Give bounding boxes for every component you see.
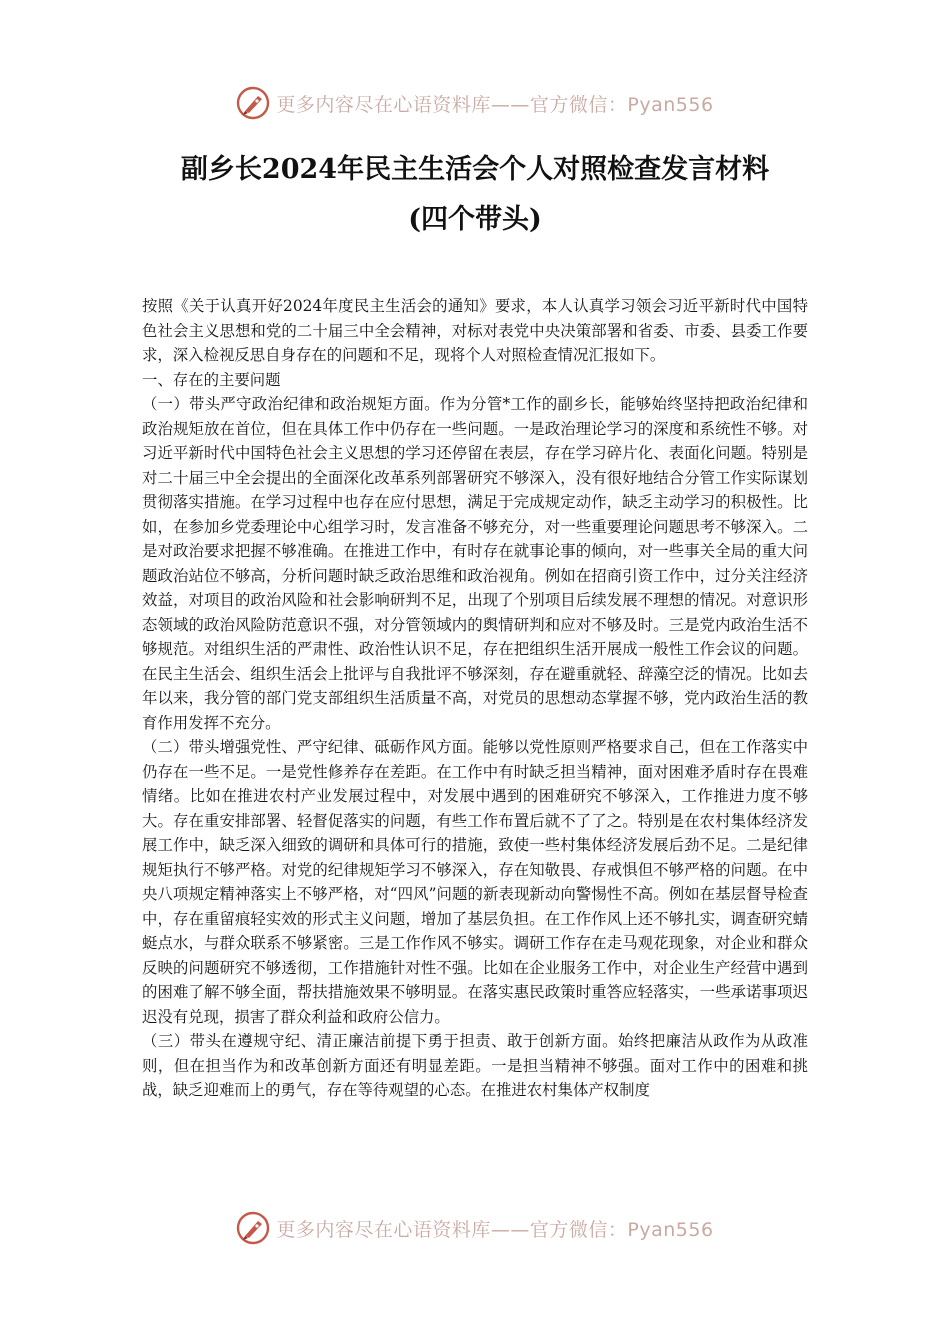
document-body — [142, 294, 808, 1103]
pen-nib-logo-icon — [236, 1211, 270, 1245]
paragraph-section-1: （一）带头严守政治纪律和政治规矩方面。作为分管*工作的副乡长，能够始终坚持把政治纪律和政治规矩放在首位，但在具体工作中仍存在一些问题。一是政治理论学习的深度和系统性不够。对习近平新时代中国特色社会主义思想的学习还停留在表层，存在学习碎片化、表面化问题。特别是对二十届三中全会提出的全面深化改革系列部署研究不够深入，没有很好地结合分管工作实际谋划贯彻落实措施。在学习过程中也存在应付思想，满足于完成规定动作，缺乏主动学习的积极性。比如，在参加乡党委理论中心组学习时，发言准备不够充分，对一些重要理论问题思考不够深入。二是对政治要求把握不够准确。在推进工作中，有时存在就事论事的倾向，对一些事关全局的重大问题政治站位不够高，分析问题时缺乏政治思维和政治视角。例如在招商引资工作中，过分关注经济效益，对项目的政治风险和社会影响研判不足，出现了个别项目后续发展不理想的情况。对意识形态领域的政治风险防范意识不强，对分管领域内的舆情研判和应对不够及时。三是党内政治生活不够规范。对组织生活的严肃性、政治性认识不足，存在把组织生活开展成一般性工作会议的问题。在民主生活会、组织生活会上批评与自我批评不够深刻，存在避重就轻、辞藻空泛的情况。比如去年以来，我分管的部门党支部组织生活质量不高，对党员的思想动态掌握不够，党内政治生活的教育作用发挥不充分。 — [142, 395, 808, 732]
watermark-bottom — [0, 1208, 950, 1248]
paragraph-section-3: （三）带头在遵规守纪、清正廉洁前提下勇于担责、敢于创新方面。始终把廉洁从政作为从政准则，但在担当作为和改革创新方面还有明显差距。一是担当精神不够强。面对工作中的困难和挑战，缺乏迎难而上的勇气，存在等待观望的心态。在推进农村集体产权制度 — [142, 1032, 808, 1099]
watermark-text: 更多内容尽在心语资料库——官方微信：Pyan556 — [276, 1218, 714, 1241]
section-heading-main-problems: 一、存在的主要问题 — [142, 370, 281, 389]
document-title-line1: 副乡长2024年民主生活会个人对照检查发言材料 — [180, 154, 770, 185]
watermark-text: 更多内容尽在心语资料库——官方微信：Pyan556 — [276, 93, 714, 116]
pen-nib-logo-icon — [236, 86, 270, 120]
watermark-top — [0, 83, 950, 123]
paragraph-intro: 按照《关于认真开好2024年度民主生活会的通知》要求，本人认真学习领会习近平新时代中国特色社会主义思想和党的二十届三中全会精神，对标对表党中央决策部署和省委、市委、县委工作要求，深入检视反思自身存在的问题和不足，现将个人对照检查情况汇报如下。 — [142, 297, 808, 364]
paragraph-section-2: （二）带头增强党性、严守纪律、砥砺作风方面。能够以党性原则严格要求自己，但在工作落实中仍存在一些不足。一是党性修养存在差距。在工作中有时缺乏担当精神，面对困难矛盾时存在畏难情绪。比如在推进农村产业发展过程中，对发展中遇到的困难研究不够深入，工作推进力度不够大。存在重安排部署、轻督促落实的问题，有些工作布置后就不了了之。特别是在农村集体经济发展工作中，缺乏深入细致的调研和具体可行的措施，致使一些村集体经济发展后劲不足。二是纪律规矩执行不够严格。对党的纪律规矩学习不够深入，存在知敬畏、存戒惧但不够严格的问题。在中央八项规定精神落实上不够严格，对“四风”问题的新表现新动向警惕性不高。例如在基层督导检查中，存在重留痕轻实效的形式主义问题，增加了基层负担。在工作作风上还不够扎实，调查研究蜻蜓点水，与群众联系不够紧密。三是工作作风不够实。调研工作存在走马观花现象，对企业和群众反映的问题研究不够透彻，工作措施针对性不强。比如在企业服务工作中，对企业生产经营中遇到的困难了解不够全面，帮扶措施效果不够明显。在落实惠民政策时重答应轻落实，一些承诺事项迟迟没有兑现，损害了群众利益和政府公信力。 — [142, 738, 808, 1026]
document-title-line2: (四个带头) — [408, 204, 542, 235]
